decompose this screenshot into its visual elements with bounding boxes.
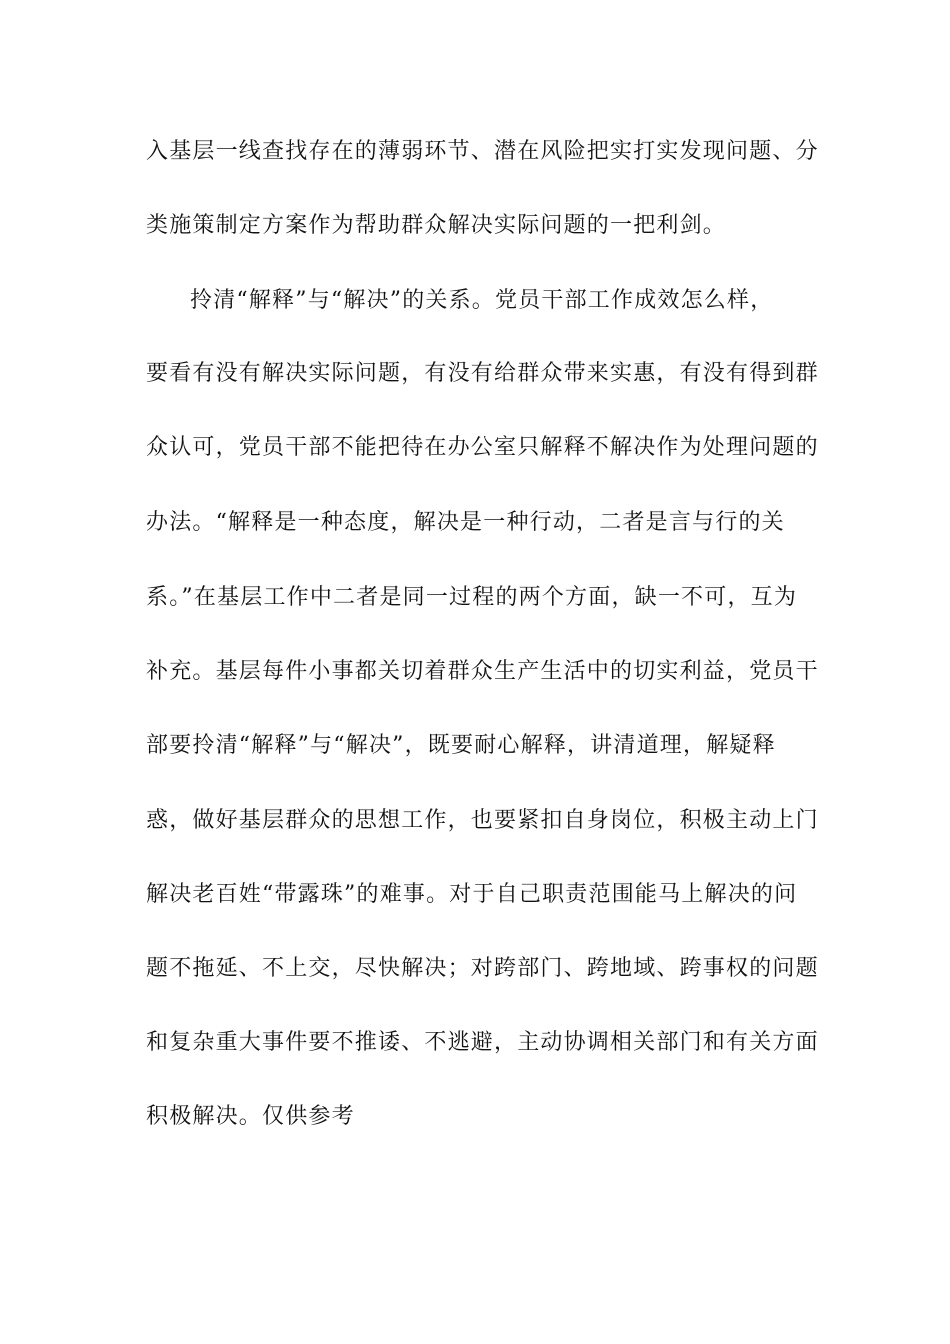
text-line: 类施策制定方案作为帮助群众解决实际问题的一把利剑。 xyxy=(146,213,727,238)
text-line: 入基层一线查找存在的薄弱环节、潜在风险把实打实发现问题、分 xyxy=(146,139,819,164)
paragraph-start-line: 拎清“解释”与“解决”的关系。党员干部工作成效怎么样， xyxy=(190,288,774,313)
text-line: 众认可，党员干部不能把待在办公室只解释不解决作为处理问题的 xyxy=(146,435,819,460)
text-line: 补充。基层每件小事都关切着群众生产生活中的切实利益，党员干 xyxy=(146,659,819,684)
text-line: 办法。“解释是一种态度，解决是一种行动，二者是言与行的关 xyxy=(146,510,785,535)
text-line: 系。”在基层工作中二者是同一过程的两个方面，缺一不可，互为 xyxy=(146,585,798,610)
text-line: 题不拖延、不上交，尽快解决；对跨部门、跨地域、跨事权的问题 xyxy=(146,956,819,981)
text-line: 积极解决。仅供参考 xyxy=(146,1104,355,1129)
text-line: 部要拎清“解释”与“解决”，既要耐心解释，讲清道理，解疑释 xyxy=(146,733,776,758)
text-line: 惑，做好基层群众的思想工作，也要紧扣自身岗位，积极主动上门 xyxy=(146,808,819,833)
text-line: 解决老百姓“带露珠”的难事。对于自己职责范围能马上解决的问 xyxy=(146,882,798,907)
text-line: 和复杂重大事件要不推诿、不逃避，主动协调相关部门和有关方面 xyxy=(146,1030,819,1055)
text-line: 要看有没有解决实际问题，有没有给群众带来实惠，有没有得到群 xyxy=(146,361,819,386)
